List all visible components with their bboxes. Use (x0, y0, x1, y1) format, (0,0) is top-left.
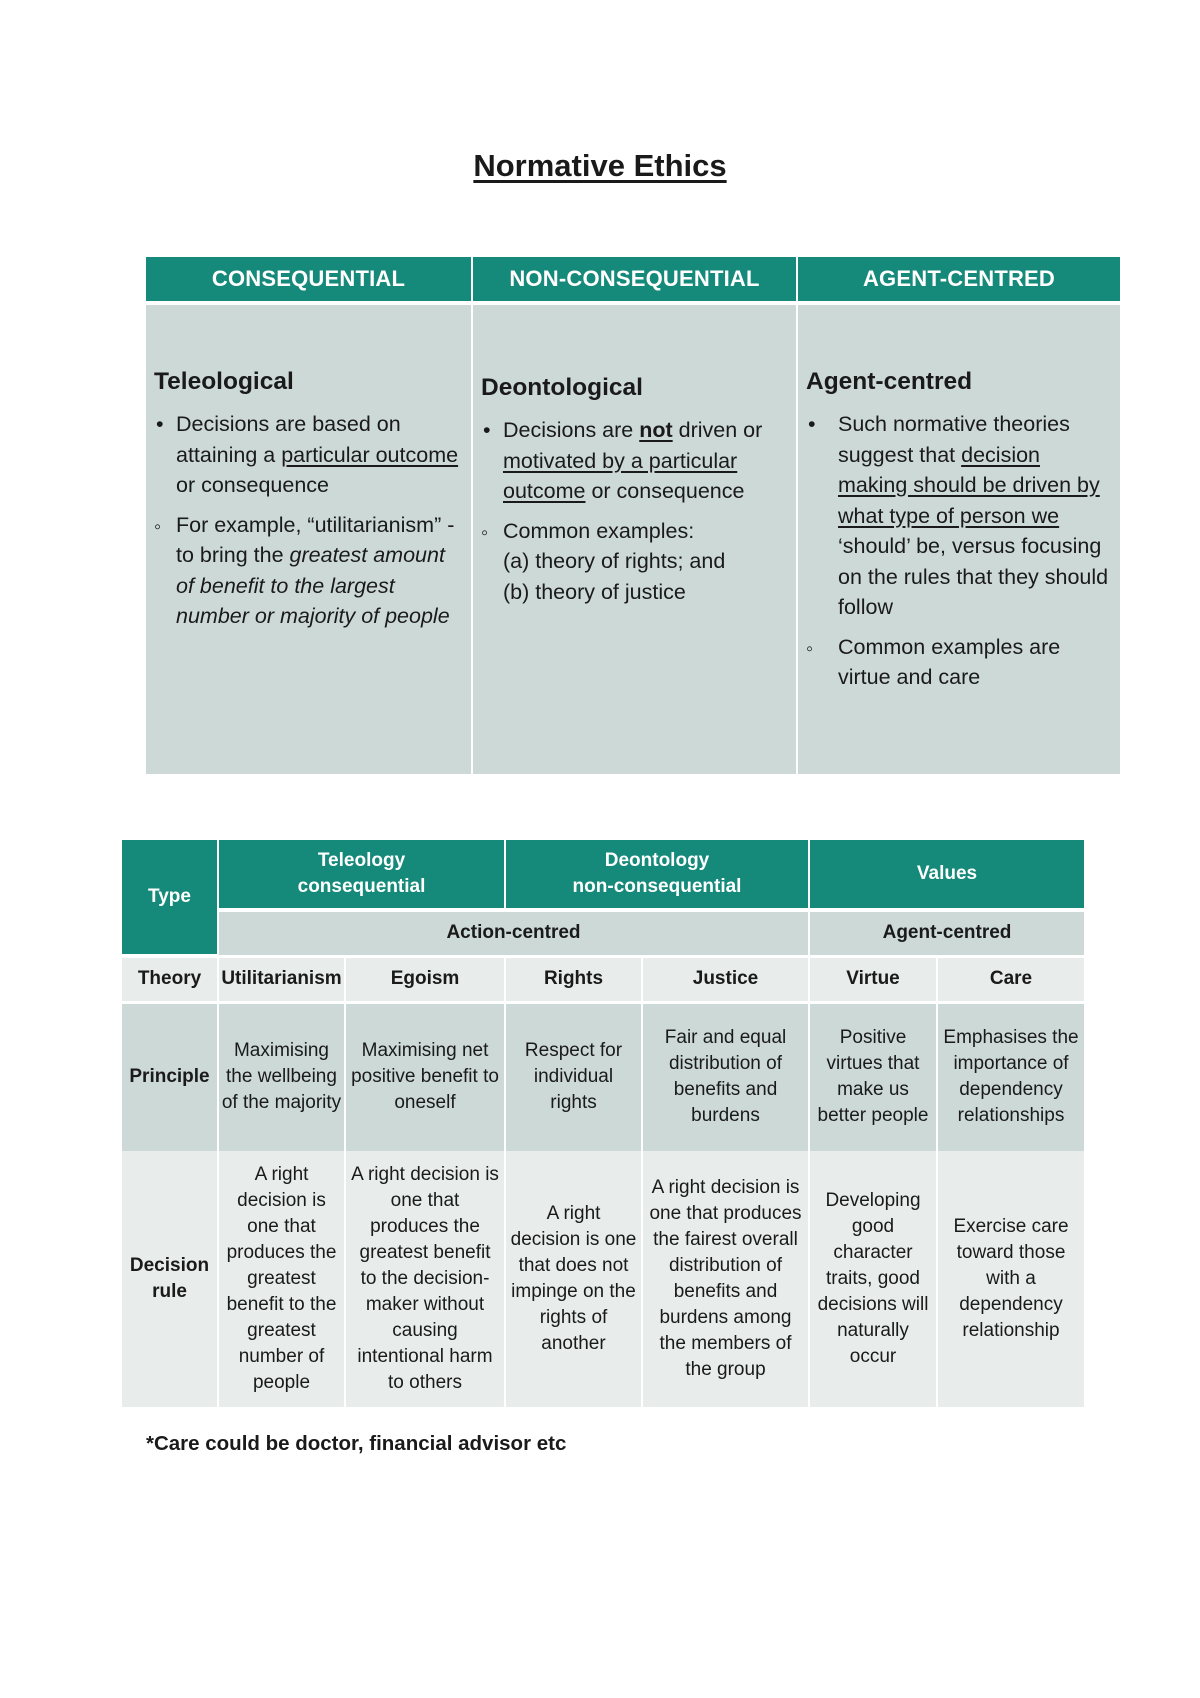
deontological-cell (471, 305, 796, 774)
agent-centred-cell (796, 305, 1120, 774)
principle-cell: Maximising the wellbeing of the majority (218, 1002, 345, 1151)
decision-rule-cell: A right decision is one that produces the greatest benefit to the decision-maker without causing intentional harm to others (345, 1151, 505, 1407)
theory-label: Theory (122, 956, 218, 1002)
principle-cell: Fair and equal distribution of benefits and burdens (642, 1002, 809, 1151)
header-consequential: CONSEQUENTIAL (146, 257, 471, 301)
teleological-heading: Teleological (154, 368, 294, 395)
teleology-header: Teleology consequential (218, 840, 505, 910)
theory-cell: Utilitarianism (218, 956, 345, 1002)
principle-cell: Positive virtues that make us better people (809, 1002, 937, 1151)
teleological-cell (146, 305, 471, 774)
decision-rule-cell: A right decision is one that produces the greatest benefit to the greatest number of people (218, 1151, 345, 1407)
values-header: Values (809, 840, 1084, 910)
deontology-header: Deontology non-consequential (505, 840, 809, 910)
page-title: Normative Ethics (473, 148, 727, 183)
agent-centred-header: Agent-centred (809, 910, 1084, 956)
agent-centred-heading: Agent-centred (806, 368, 973, 395)
footnote: *Care could be doctor, financial advisor etc (146, 1432, 567, 1455)
agent-centred-point: • Such normative theories suggest that decision making should be driven by what type of person we ‘should’ be, versus focusing on the rules that they should follow (806, 409, 1112, 623)
theory-cell: Justice (642, 956, 809, 1002)
theory-cell: Care (937, 956, 1084, 1002)
principle-cell: Emphasises the importance of dependency relationships (937, 1002, 1084, 1151)
ethics-overview-panel (146, 257, 1120, 774)
action-centred-header: Action-centred (218, 910, 809, 956)
principle-cell: Maximising net positive benefit to oneself (345, 1002, 505, 1151)
decision-rule-label: Decision rule (122, 1151, 218, 1407)
header-agent-centred: AGENT-CENTRED (796, 257, 1120, 301)
teleological-point: • Decisions are based on attaining a particular outcome or consequence (154, 409, 463, 501)
theory-cell: Rights (505, 956, 642, 1002)
principle-label: Principle (122, 1002, 218, 1151)
decision-rule-cell: Exercise care toward those with a dependency relationship (937, 1151, 1084, 1407)
theory-cell: Egoism (345, 956, 505, 1002)
decision-rule-cell: A right decision is one that produces the fairest overall distribution of benefits and burdens among the members of the group (642, 1151, 809, 1407)
agent-centred-examples: ◦ Common examples are virtue and care (806, 632, 1112, 693)
decision-rule-cell: Developing good character traits, good decisions will naturally occur (809, 1151, 937, 1407)
deontological-examples: ◦ Common examples: (a) theory of rights; and (b) theory of justice (481, 516, 788, 608)
decision-rule-cell: A right decision is one that does not impinge on the rights of another (505, 1151, 642, 1407)
header-non-consequential: NON-CONSEQUENTIAL (471, 257, 796, 301)
ethics-comparison-table (122, 840, 1084, 1407)
theory-cell: Virtue (809, 956, 937, 1002)
deontological-heading: Deontological (481, 374, 643, 401)
type-label: Type (122, 840, 218, 956)
teleological-example: ◦ For example, “utilitarianism” - to bring the greatest amount of benefit to the largest number or majority of people (154, 510, 463, 632)
principle-cell: Respect for individual rights (505, 1002, 642, 1151)
deontological-point: • Decisions are not driven or motivated by a particular outcome or consequence (481, 415, 788, 507)
